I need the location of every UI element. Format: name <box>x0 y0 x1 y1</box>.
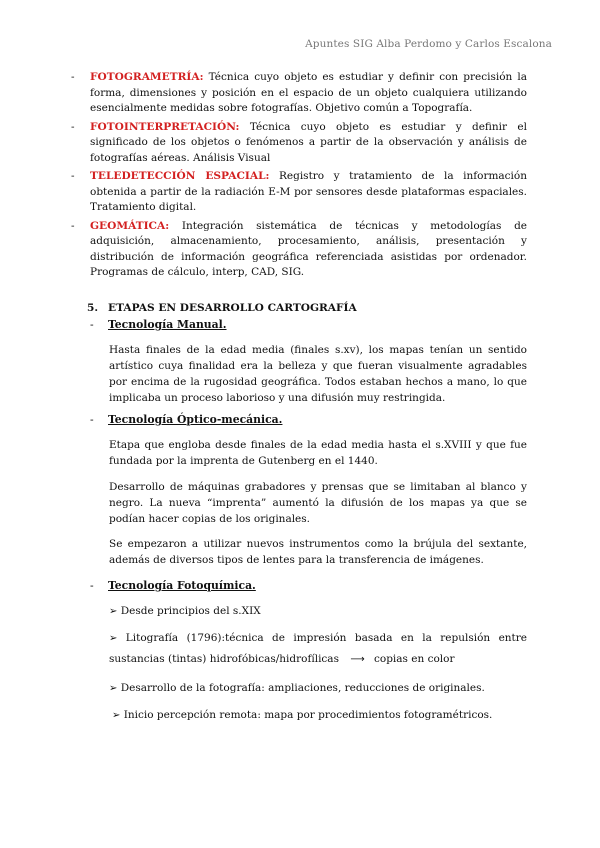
definition-term: TELEDETECCIÓN ESPACIAL: <box>90 170 270 182</box>
definition-text: Integración sistemática de técnicas y metodologías de adquisición, almacenamiento, procesamiento, análisis, presentación y distribución de información geográfica referenciada asistidas por ordenador. Programas de cálculo, interp, CAD, SIG. <box>90 219 527 278</box>
section-title: ETAPAS EN DESARROLLO CARTOGRAFÍA <box>108 302 357 314</box>
arrow-bullet-icon: ➢ <box>112 710 121 721</box>
definition-item <box>71 70 527 117</box>
optico-paragraph-1: Etapa que engloba desde finales de la edad media hasta el s.XVIII y que fue fundada por la imprenta de Gutenberg en el 1440. <box>109 439 527 467</box>
list-dash: - <box>90 318 94 331</box>
definition-text: Técnica cuyo objeto es estudiar y definir con precisión la forma, dimensiones y posición en el espacio de un objeto cualquiera utilizando esencialmente medidas sobre fotografías. Objetivo común a Topografía. <box>90 71 527 114</box>
subsection-title: Tecnología Fotoquímica. <box>108 579 256 592</box>
bullet-text-tail: copias en color <box>374 653 455 665</box>
bullet-text: Desarrollo de la fotografía: ampliaciones, reducciones de originales. <box>120 682 485 694</box>
bullet-text: Litografía (1796):técnica de impresión basada en la repulsión entre sustancias (tintas) hidrofóbicas/hidrofílicas <box>109 632 527 665</box>
foto-bullet <box>109 628 527 670</box>
list-dash: - <box>90 579 94 592</box>
definition-item <box>71 169 527 216</box>
list-dash: - <box>71 219 75 232</box>
list-dash: - <box>71 170 75 182</box>
subsection-title: Tecnología Óptico-mecánica. <box>108 413 283 426</box>
definition-term: FOTOGRAMETRÍA: <box>90 71 204 83</box>
list-dash: - <box>71 120 75 133</box>
foto-bullet <box>109 678 527 699</box>
subsection-title: Tecnología Manual. <box>108 318 227 331</box>
definition-text: Registro y tratamiento de la información obtenida a partir de la radiación E-M por sensores desde plataformas espaciales. Tratamiento digital. <box>90 170 527 213</box>
definition-term: FOTOINTERPRETACIÓN: <box>90 120 240 133</box>
definition-item <box>71 219 527 281</box>
foto-bullet <box>109 601 527 622</box>
definition-term: GEOMÁTICA: <box>90 219 170 232</box>
bullet-text: Desde principios del s.XIX <box>120 605 261 617</box>
right-arrow-icon: ⟶ <box>350 654 365 665</box>
definition-item <box>71 120 527 167</box>
list-dash: - <box>71 71 75 83</box>
optico-paragraph-2: Desarrollo de máquinas grabadores y prensas que se limitaban al blanco y negro. La nueva “imprenta” aumentó la difusión de los mapas ya que se podían hacer copias de los originales. <box>109 481 527 525</box>
optico-paragraph-3: Se empezaron a utilizar nuevos instrumentos como la brújula del sextante, además de diversos tipos de lentes para la transferencia de imágenes. <box>109 538 527 566</box>
arrow-bullet-icon: ➢ <box>109 606 118 617</box>
arrow-bullet-icon: ➢ <box>109 683 118 694</box>
definition-text: Técnica cuyo objeto es estudiar y definir el significado de los objetos o fenómenos a partir de la observación y análisis de fotografías aéreas. Análisis Visual <box>90 120 527 164</box>
page-header: Apuntes SIG Alba Perdomo y Carlos Escalona <box>305 38 552 50</box>
bullet-text: Inicio percepción remota: mapa por procedimientos fotogramétricos. <box>123 709 493 721</box>
definitions-list <box>71 70 527 284</box>
list-dash: - <box>90 413 94 426</box>
manual-paragraph: Hasta finales de la edad media (finales s.xv), los mapas tenían un sentido artístico cuya finalidad era la belleza y que fueran visualmente agradables por encima de la rugosidad geográfica. Todos estaban hechos a mano, lo que implicaba un proceso laborioso y una difusión muy restringida. <box>109 344 527 404</box>
arrow-bullet-icon: ➢ <box>109 633 118 644</box>
foto-bullet <box>112 705 530 726</box>
section-number: 5. <box>87 302 99 314</box>
